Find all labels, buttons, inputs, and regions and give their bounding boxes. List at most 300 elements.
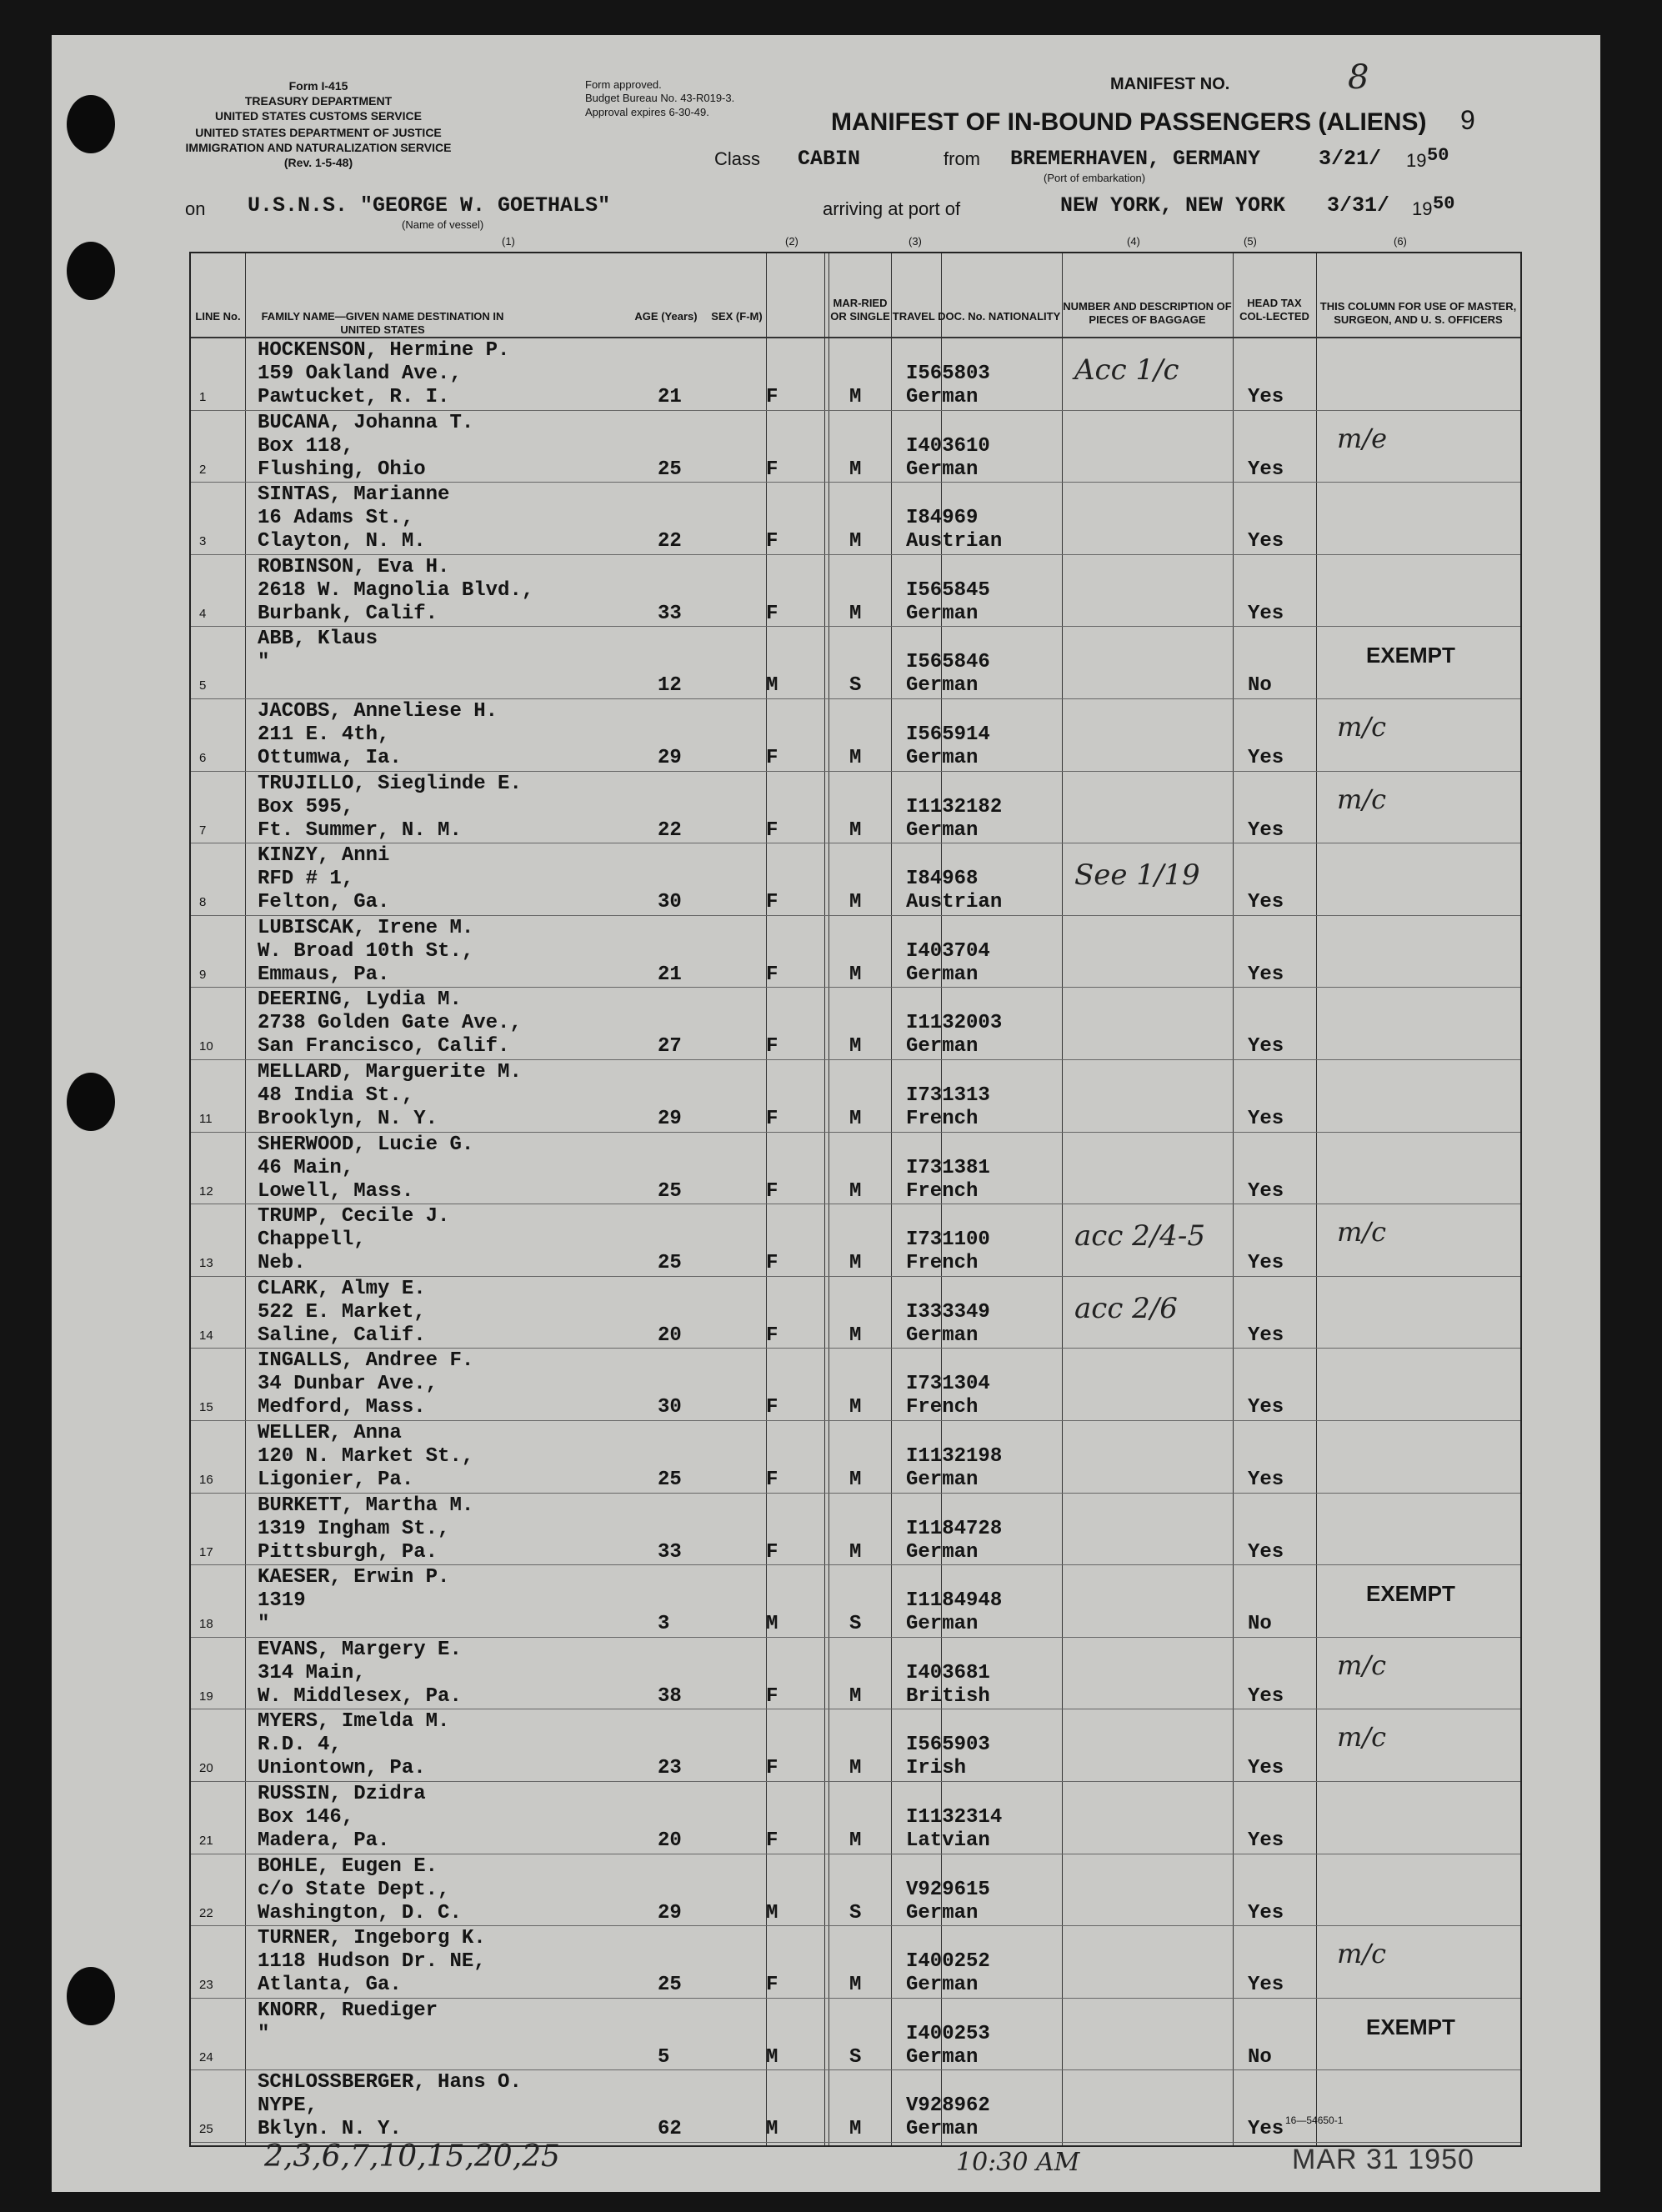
line-number: 6: [199, 751, 207, 765]
nationality: French: [906, 1108, 979, 1130]
manifest-number: 8: [1348, 58, 1369, 97]
travel-doc-no: I84969: [906, 507, 979, 530]
line-number: 2: [199, 462, 207, 477]
table-row: [191, 338, 1520, 411]
head-tax: Yes: [1248, 1540, 1284, 1564]
nationality: French: [906, 1179, 979, 1203]
year-prefix: 19: [1406, 150, 1427, 171]
head-tax: Yes: [1248, 386, 1284, 408]
address-line-1: 120 N. Market St.,: [258, 1445, 474, 1468]
service-2: IMMIGRATION AND NATURALIZATION SERVICE: [185, 141, 452, 155]
marital-status: M: [849, 2118, 862, 2141]
nationality: German: [906, 1901, 979, 1924]
travel-doc-no: I1132198: [906, 1445, 1003, 1468]
col-num-1: (1): [502, 235, 515, 248]
sex: F: [766, 530, 778, 553]
line-number: 25: [199, 2122, 213, 2137]
head-tax: Yes: [1248, 818, 1284, 842]
officer-note: m/c: [1337, 1721, 1387, 1754]
head-tax: Yes: [1248, 2118, 1284, 2141]
col-baggage: NUMBER AND DESCRIPTION OF PIECES OF BAGGAGE: [1063, 300, 1232, 327]
address-line-2: W. Middlesex, Pa.: [258, 1684, 462, 1708]
address-line-2: Clayton, N. M.: [258, 530, 426, 553]
travel-doc-no: I403681: [906, 1661, 990, 1684]
head-tax: Yes: [1248, 1901, 1284, 1924]
age: 5: [658, 2045, 670, 2069]
col-num-2: (2): [785, 235, 798, 248]
approval-info: [585, 78, 734, 119]
exempt-stamp: EXEMPT: [1366, 643, 1455, 668]
line-number: 9: [199, 967, 207, 982]
line-number: 3: [199, 534, 207, 549]
address-line-1: RFD # 1,: [258, 868, 354, 891]
line-number: 21: [199, 1834, 213, 1848]
col-age: AGE (Years): [634, 310, 698, 323]
line-number: 7: [199, 823, 207, 838]
line-number: 8: [199, 895, 207, 910]
address-line-1: 1319 Ingham St.,: [258, 1517, 450, 1540]
address-line-2: Flushing, Ohio: [258, 458, 426, 481]
address-line-2: Lowell, Mass.: [258, 1179, 414, 1203]
nationality: German: [906, 963, 979, 986]
address-line-1: 159 Oakland Ave.,: [258, 363, 462, 385]
table-row: [191, 699, 1520, 772]
line-number: 11: [199, 1112, 213, 1126]
table-row: [191, 1782, 1520, 1854]
age: 25: [658, 458, 682, 481]
head-tax: Yes: [1248, 1324, 1284, 1347]
sex: F: [766, 963, 778, 986]
line-number: 22: [199, 1905, 213, 1920]
department: TREASURY DEPARTMENT: [244, 94, 393, 108]
sex: F: [766, 602, 778, 625]
officer-note: m/c: [1337, 1216, 1387, 1249]
address-line-2: Bklyn. N. Y.: [258, 2118, 402, 2141]
passenger-name: WELLER, Anna: [258, 1422, 402, 1444]
address-line-2: Felton, Ga.: [258, 891, 390, 914]
head-tax: Yes: [1248, 530, 1284, 553]
marital-status: M: [849, 1252, 862, 1275]
sex: F: [766, 1324, 778, 1347]
address-line-1: 34 Dunbar Ave.,: [258, 1373, 438, 1396]
age: 27: [658, 1035, 682, 1058]
marital-status: M: [849, 1540, 862, 1564]
address-line-2: Neb.: [258, 1252, 306, 1275]
address-line-2: ": [258, 1613, 270, 1636]
sex: F: [766, 458, 778, 481]
marital-status: M: [849, 963, 862, 986]
arrival-port: NEW YORK, NEW YORK: [1060, 193, 1286, 218]
arrival-year-prefix: 19: [1412, 198, 1433, 219]
age: 3: [658, 1613, 670, 1636]
table-row: [191, 1926, 1520, 1999]
embark-caption: (Port of embarkation): [1044, 172, 1146, 184]
head-tax: Yes: [1248, 1974, 1284, 1997]
nationality: German: [906, 818, 979, 842]
address-line-2: Ottumwa, Ia.: [258, 747, 402, 769]
age: 25: [658, 1974, 682, 1997]
sex: F: [766, 386, 778, 408]
exempt-stamp: EXEMPT: [1366, 1581, 1455, 1607]
address-line-1: 2738 Golden Gate Ave.,: [258, 1012, 522, 1035]
marital-status: M: [849, 1684, 862, 1708]
age: 12: [658, 674, 682, 698]
sex: M: [766, 674, 778, 698]
line-number: 13: [199, 1256, 213, 1271]
travel-doc-no: I1132314: [906, 1806, 1003, 1829]
marital-status: M: [849, 1974, 862, 1997]
col-num-5: (5): [1244, 235, 1257, 248]
nationality: German: [906, 1469, 979, 1491]
col-head-tax: HEAD TAX COL-LECTED: [1239, 297, 1309, 323]
line-number: 4: [199, 606, 207, 621]
passenger-name: EVANS, Margery E.: [258, 1638, 462, 1661]
line-number: 15: [199, 1400, 213, 1415]
department-2: UNITED STATES DEPARTMENT OF JUSTICE: [195, 126, 442, 139]
age: 21: [658, 386, 682, 408]
nationality: German: [906, 1324, 979, 1347]
head-tax: Yes: [1248, 747, 1284, 769]
table-row: [191, 627, 1520, 699]
address-line-1: NYPE,: [258, 2094, 318, 2118]
punch-hole: [67, 95, 115, 153]
sex: F: [766, 891, 778, 914]
approval-1: Form approved.: [585, 78, 662, 91]
line-number: 23: [199, 1978, 213, 1993]
travel-doc-no: I1184948: [906, 1589, 1003, 1613]
age: 20: [658, 1829, 682, 1852]
travel-doc-no: I400252: [906, 1950, 990, 1974]
form-info-2: [185, 125, 452, 171]
age: 25: [658, 1179, 682, 1203]
passenger-name: MELLARD, Marguerite M.: [258, 1061, 522, 1083]
passenger-name: ABB, Klaus: [258, 628, 378, 651]
passenger-name: BUCANA, Johanna T.: [258, 411, 474, 434]
marital-status: M: [849, 1035, 862, 1058]
page-number: 9: [1460, 105, 1475, 135]
travel-doc-no: I565914: [906, 723, 990, 746]
date-stamp: MAR 31 1950: [1292, 2144, 1474, 2175]
exempt-stamp: EXEMPT: [1366, 2014, 1455, 2039]
officer-note: m/c: [1337, 1649, 1387, 1681]
marital-status: S: [849, 1613, 862, 1636]
head-tax: Yes: [1248, 1829, 1284, 1852]
passenger-name: LUBISCAK, Irene M.: [258, 916, 474, 939]
passenger-name: RUSSIN, Dzidra: [258, 1783, 426, 1805]
baggage-note: Acc 1/c: [1074, 353, 1179, 387]
line-number: 20: [199, 1761, 213, 1776]
col-num-4: (4): [1127, 235, 1140, 248]
age: 23: [658, 1757, 682, 1780]
marital-status: M: [849, 818, 862, 842]
travel-doc-no: V928962: [906, 2094, 990, 2118]
head-tax: Yes: [1248, 1757, 1284, 1780]
revision: (Rev. 1-5-48): [283, 156, 353, 170]
age: 33: [658, 602, 682, 625]
form-number: Form I-415: [288, 79, 348, 93]
line-number: 18: [199, 1617, 213, 1632]
approval-3: Approval expires 6-30-49.: [585, 105, 709, 118]
table-row: [191, 1494, 1520, 1566]
nationality: French: [906, 1252, 979, 1275]
sex: M: [766, 1613, 778, 1636]
manifest-page: [52, 35, 1600, 2192]
travel-doc-no: I565845: [906, 578, 990, 602]
col-num-3: (3): [909, 235, 922, 248]
address-line-1: 48 India St.,: [258, 1084, 414, 1107]
travel-doc-no: I400253: [906, 2022, 990, 2045]
passenger-name: MYERS, Imelda M.: [258, 1710, 450, 1734]
arrival-date: 3/31/: [1327, 193, 1390, 218]
table-row: [191, 1349, 1520, 1421]
travel-doc-no: I565846: [906, 651, 990, 674]
passenger-name: CLARK, Almy E.: [258, 1277, 426, 1300]
address-line-1: 16 Adams St.,: [258, 507, 414, 530]
baggage-note: acc 2/6: [1074, 1291, 1178, 1325]
age: 21: [658, 963, 682, 986]
passenger-name: TRUMP, Cecile J.: [258, 1205, 450, 1229]
marital-status: S: [849, 2045, 862, 2069]
address-line-2: Madera, Pa.: [258, 1829, 390, 1852]
table-row: [191, 1204, 1520, 1277]
passenger-name: JACOBS, Anneliese H.: [258, 700, 498, 723]
address-line-1: 1118 Hudson Dr. NE,: [258, 1950, 486, 1974]
nationality: German: [906, 602, 979, 625]
address-line-1: 314 Main,: [258, 1661, 366, 1684]
age: 62: [658, 2118, 682, 2141]
marital-status: M: [849, 1757, 862, 1780]
head-tax: No: [1248, 1613, 1272, 1636]
head-tax: Yes: [1248, 891, 1284, 914]
form-info: [185, 78, 452, 124]
col-married: MAR-RIED OR SINGLE: [830, 297, 890, 323]
address-line-1: 46 Main,: [258, 1156, 354, 1179]
passenger-name: KAESER, Erwin P.: [258, 1566, 450, 1589]
embark-date: 3/21/: [1319, 147, 1382, 171]
head-tax: Yes: [1248, 1252, 1284, 1275]
travel-doc-no: I731381: [906, 1156, 990, 1179]
col-name: FAMILY NAME—GIVEN NAME DESTINATION IN UNITED STATES: [261, 310, 504, 337]
table-row: [191, 483, 1520, 555]
marital-status: S: [849, 1901, 862, 1924]
sex: F: [766, 818, 778, 842]
line-number: 19: [199, 1689, 213, 1704]
sex: F: [766, 1540, 778, 1564]
nationality: Irish: [906, 1757, 967, 1780]
marital-status: M: [849, 1324, 862, 1347]
travel-doc-no: I1184728: [906, 1517, 1003, 1540]
marital-status: M: [849, 530, 862, 553]
table-row: [191, 1565, 1520, 1638]
line-number: 1: [199, 390, 207, 404]
passenger-name: HOCKENSON, Hermine P.: [258, 339, 510, 362]
nationality: Austrian: [906, 530, 1003, 553]
address-line-1: Box 595,: [258, 795, 354, 818]
head-tax: Yes: [1248, 963, 1284, 986]
from-label: from: [944, 148, 980, 169]
table-row: [191, 1999, 1520, 2071]
travel-doc-no: I565803: [906, 363, 990, 385]
class-value: CABIN: [798, 147, 861, 171]
marital-status: S: [849, 674, 862, 698]
punch-hole: [67, 1967, 115, 2025]
address-line-2: Saline, Calif.: [258, 1324, 426, 1347]
class-label: Class: [714, 148, 761, 169]
travel-doc-no: I403704: [906, 939, 990, 963]
head-tax: Yes: [1248, 1179, 1284, 1203]
address-line-1: ": [258, 651, 270, 674]
travel-doc-no: I403610: [906, 434, 990, 458]
embark-port: BREMERHAVEN, GERMANY: [1010, 147, 1261, 171]
address-line-2: Ligonier, Pa.: [258, 1469, 414, 1491]
head-tax: Yes: [1248, 1108, 1284, 1130]
table-row: [191, 1277, 1520, 1349]
address-line-1: Chappell,: [258, 1229, 366, 1252]
travel-doc-no: I333349: [906, 1300, 990, 1324]
sex: F: [766, 1396, 778, 1419]
marital-status: M: [849, 1179, 862, 1203]
sex: F: [766, 1829, 778, 1852]
col-num-6: (6): [1394, 235, 1407, 248]
head-tax: Yes: [1248, 1396, 1284, 1419]
arriving-label: arriving at port of: [823, 198, 961, 219]
line-number: 14: [199, 1328, 213, 1343]
vessel-name: U.S.N.S. "GEORGE W. GOETHALS": [248, 193, 611, 218]
marital-status: M: [849, 1108, 862, 1130]
nationality: German: [906, 386, 979, 408]
form-code: 16—54650-1: [1285, 2114, 1344, 2126]
passenger-name: SCHLOSSBERGER, Hans O.: [258, 2071, 522, 2094]
nationality: German: [906, 2045, 979, 2069]
marital-status: M: [849, 1396, 862, 1419]
marital-status: M: [849, 602, 862, 625]
on-label: on: [185, 198, 206, 219]
handwritten-line-list: 2,3,6,7,10,15,20,25: [264, 2139, 560, 2174]
address-line-1: W. Broad 10th St.,: [258, 939, 474, 963]
nationality: German: [906, 1540, 979, 1564]
col-sex: SEX (F-M): [711, 310, 763, 323]
marital-status: M: [849, 1829, 862, 1852]
address-line-1: Box 118,: [258, 434, 354, 458]
sex: F: [766, 1035, 778, 1058]
sex: F: [766, 747, 778, 769]
table-row: [191, 1854, 1520, 1927]
line-number: 10: [199, 1039, 213, 1054]
address-line-1: c/o State Dept.,: [258, 1878, 450, 1901]
address-line-2: Uniontown, Pa.: [258, 1757, 426, 1780]
col-travel-doc: TRAVEL DOC. No. NATIONALITY: [892, 310, 1061, 323]
head-tax: Yes: [1248, 458, 1284, 481]
sex: F: [766, 1974, 778, 1997]
age: 29: [658, 1901, 682, 1924]
passenger-name: DEERING, Lydia M.: [258, 988, 462, 1012]
nationality: Latvian: [906, 1829, 990, 1852]
travel-doc-no: V929615: [906, 1878, 990, 1901]
sex: F: [766, 1469, 778, 1491]
age: 29: [658, 1108, 682, 1130]
address-line-2: Burbank, Calif.: [258, 602, 438, 625]
sex: F: [766, 1757, 778, 1780]
marital-status: M: [849, 747, 862, 769]
passenger-name: TURNER, Ingeborg K.: [258, 1927, 486, 1950]
service: UNITED STATES CUSTOMS SERVICE: [215, 109, 422, 123]
nationality: German: [906, 1613, 979, 1636]
address-line-1: 1319: [258, 1589, 306, 1613]
table-row: [191, 1060, 1520, 1133]
address-line-1: 2618 W. Magnolia Blvd.,: [258, 578, 534, 602]
officer-note: m/c: [1337, 783, 1387, 815]
nationality: French: [906, 1396, 979, 1419]
nationality: German: [906, 1974, 979, 1997]
baggage-note: acc 2/4-5: [1074, 1219, 1206, 1254]
nationality: German: [906, 458, 979, 481]
line-number: 17: [199, 1544, 213, 1559]
manifest-label: MANIFEST NO.: [1110, 75, 1230, 93]
nationality: British: [906, 1684, 990, 1708]
line-number: 5: [199, 678, 207, 693]
nationality: German: [906, 747, 979, 769]
age: 20: [658, 1324, 682, 1347]
marital-status: M: [849, 458, 862, 481]
passenger-name: SINTAS, Marianne: [258, 483, 450, 507]
vessel-caption: (Name of vessel): [402, 218, 484, 231]
table-row: [191, 988, 1520, 1060]
nationality: German: [906, 674, 979, 698]
approval-2: Budget Bureau No. 43-R019-3.: [585, 92, 735, 105]
table-row: [191, 843, 1520, 916]
head-tax: Yes: [1248, 1035, 1284, 1058]
year-value: 50: [1427, 145, 1449, 166]
sex: F: [766, 1684, 778, 1708]
baggage-note: See 1/19: [1074, 858, 1200, 893]
table-row: [191, 1133, 1520, 1205]
marital-status: M: [849, 891, 862, 914]
age: 30: [658, 891, 682, 914]
address-line-1: Box 146,: [258, 1806, 354, 1829]
passenger-name: TRUJILLO, Sieglinde E.: [258, 772, 522, 795]
travel-doc-no: I565903: [906, 1734, 990, 1757]
address-line-2: Ft. Summer, N. M.: [258, 818, 462, 842]
nationality: Austrian: [906, 891, 1003, 914]
address-line-2: Medford, Mass.: [258, 1396, 426, 1419]
travel-doc-no: I1132182: [906, 795, 1003, 818]
address-line-1: R.D. 4,: [258, 1734, 342, 1757]
handwritten-time: 10:30 AM: [956, 2148, 1080, 2177]
sex: M: [766, 2118, 778, 2141]
col-officers: THIS COLUMN FOR USE OF MASTER, SURGEON, AND U. S. OFFICERS: [1319, 300, 1517, 327]
address-line-1: 211 E. 4th,: [258, 723, 390, 746]
line-number: 16: [199, 1473, 213, 1487]
marital-status: M: [849, 386, 862, 408]
age: 25: [658, 1252, 682, 1275]
head-tax: Yes: [1248, 602, 1284, 625]
head-tax: No: [1248, 2045, 1272, 2069]
passenger-name: INGALLS, Andree F.: [258, 1349, 474, 1373]
address-line-2: Pittsburgh, Pa.: [258, 1540, 438, 1564]
address-line-2: Atlanta, Ga.: [258, 1974, 402, 1997]
address-line-2: San Francisco, Calif.: [258, 1035, 510, 1058]
travel-doc-no: I731313: [906, 1084, 990, 1107]
travel-doc-no: I84968: [906, 868, 979, 891]
address-line-2: Brooklyn, N. Y.: [258, 1108, 438, 1130]
table-row: [191, 555, 1520, 628]
table-row: [191, 411, 1520, 483]
marital-status: M: [849, 1469, 862, 1491]
line-number: 12: [199, 1184, 213, 1199]
passenger-name: KNORR, Ruediger: [258, 1999, 438, 2022]
head-tax: Yes: [1248, 1684, 1284, 1708]
head-tax: Yes: [1248, 1469, 1284, 1491]
